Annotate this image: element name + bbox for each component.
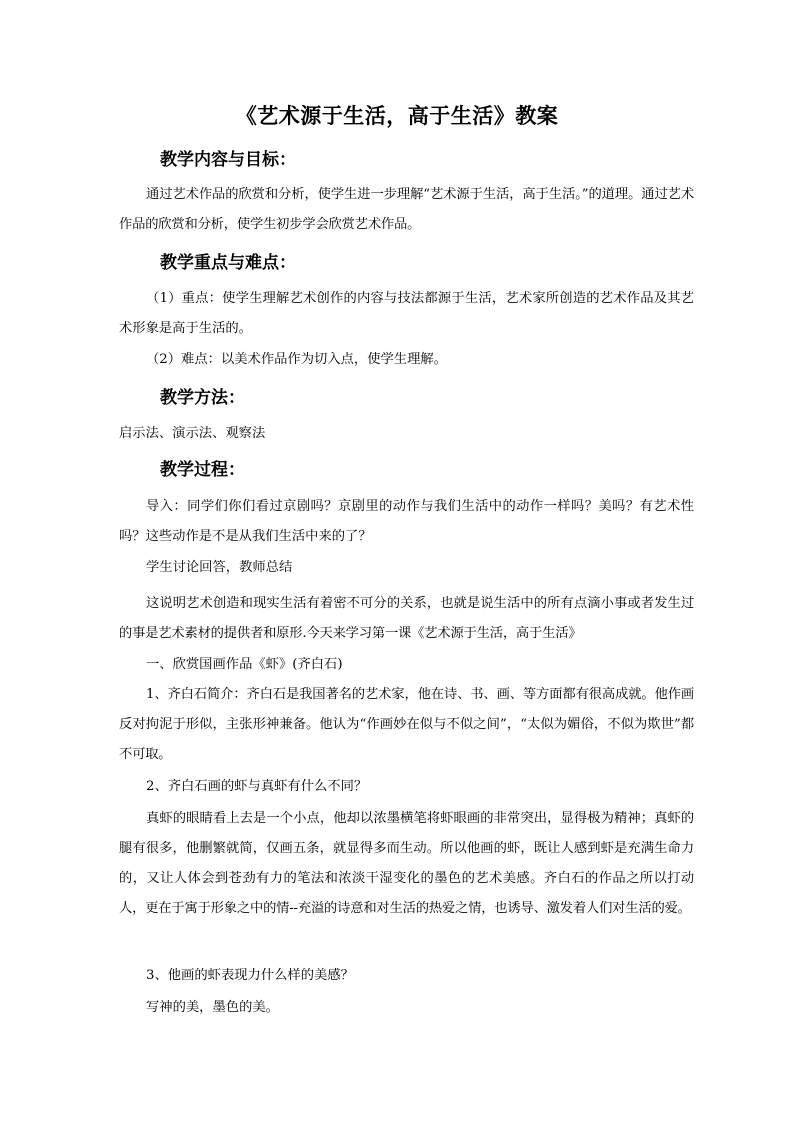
process-item-3: 3、他画的虾表现力什么样的美感？ (146, 968, 354, 983)
process-discussion: 学生讨论回答，教师总结 (146, 560, 293, 575)
document-title: 《艺术源于生活，高于生活》教案 (235, 104, 559, 128)
goals-paragraph: 通过艺术作品的欣赏和分析，使学生进一步理解“艺术源于生活，高于生活。”的道理。通过艺术作品的欣赏和分析，使学生初步学会欣赏艺术作品。 (119, 187, 694, 232)
process-item-3-answer: 写神的美，墨色的美。 (146, 1000, 279, 1015)
process-explanation: 这说明艺术创造和现实生活有着密不可分的关系，也就是说生活中的所有点滴小事或者发生过的事是艺术素材的提供者和原形.今天来学习第一课《艺术源于生活，高于生活》 (119, 596, 694, 641)
heading-methods: 教学方法： (160, 388, 245, 408)
process-item-1: 1、齐白石简介：齐白石是我国著名的艺术家，他在诗、书、画、等方面都有很高成就。他作画反对拘泥于形似，主张形神兼备。他认为“作画妙在似与不似之间”，“太似为媚俗，不似为欺世”都不可取。 (119, 687, 694, 762)
process-intro: 导入：同学们你们看过京剧吗？京剧里的动作与我们生活中的动作一样吗？美吗？有艺术性吗？这些动作是不是从我们生活中来的了？ (119, 499, 694, 544)
heading-goals: 教学内容与目标： (160, 150, 296, 170)
process-item-2: 2、齐白石画的虾与真虾有什么不同？ (146, 779, 368, 794)
process-item-2-answer: 真虾的眼睛看上去是一个小点，他却以浓墨横笔将虾眼画的非常突出，显得极为精神；真虾的腿有很多，他删繁就简，仅画五条，就显得多而生动。所以他画的虾，既让人感到虾是充满生命力的，又让人体会到苍劲有力的笔法和浓淡干湿变化的墨色的艺术美感。齐白石的作品之所以打动人，更在于寓于形象之中的情--充溢的诗意和对生活的热爱之情，也诱导、激发着人们对生活的爱。 (119, 811, 694, 916)
heading-focus: 教学重点与难点： (160, 253, 296, 273)
heading-process: 教学过程： (160, 460, 245, 480)
focus-key-point: （1）重点：使学生理解艺术创作的内容与技法都源于生活，艺术家所创造的艺术作品及其艺术形象是高于生活的。 (119, 291, 694, 336)
focus-difficulty: （2）难点：以美术作品作为切入点，使学生理解。 (146, 352, 447, 367)
methods-paragraph: 启示法、演示法、观察法 (119, 426, 266, 441)
process-part-one: 一、欣赏国画作品《虾》(齐白石) (146, 657, 343, 672)
